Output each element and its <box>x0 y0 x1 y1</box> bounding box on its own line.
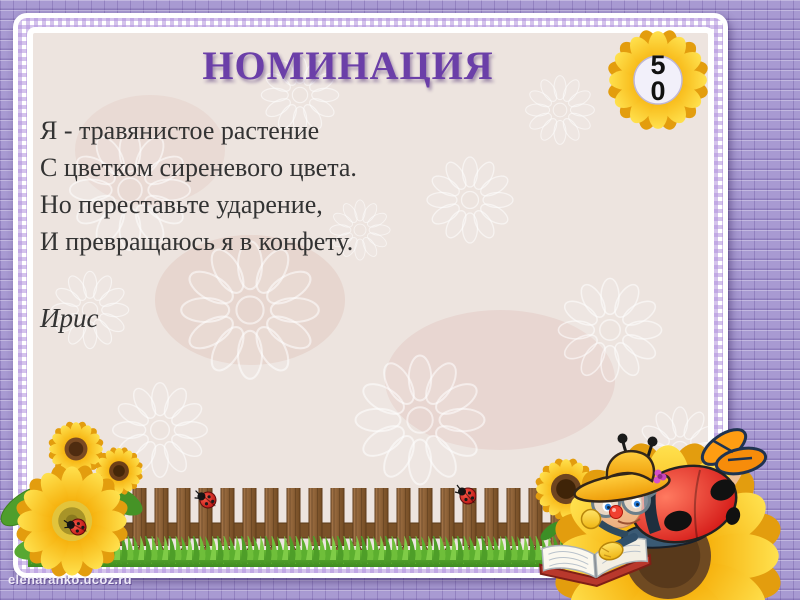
riddle-answer: Ирис <box>40 303 99 333</box>
badge-points-bottom-digit: 0 <box>650 76 666 106</box>
site-watermark: elenaranko.ucoz.ru <box>8 572 132 587</box>
badge-points-top-digit: 5 <box>650 50 666 80</box>
riddle-line: И превращаюсь я в конфету. <box>40 227 354 256</box>
riddle-line: Но переставьте ударение, <box>40 190 323 219</box>
riddle-line: С цветком сиреневого цвета. <box>40 153 357 182</box>
riddle-text <box>40 112 357 260</box>
riddle-line: Я - травянистое растение <box>40 116 320 145</box>
slide-title: НОМИНАЦИЯ <box>202 43 494 88</box>
